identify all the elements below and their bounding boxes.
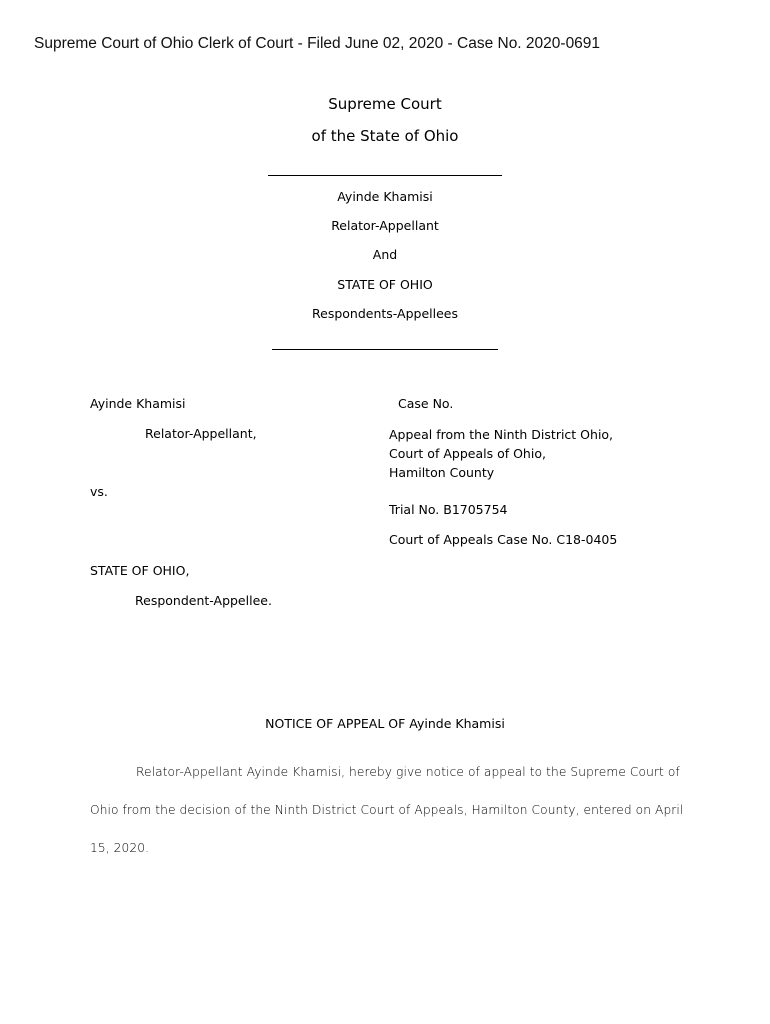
appeals-case-number: Court of Appeals Case No. C18-0405: [389, 532, 618, 547]
notice-body-line3: 15, 2020.: [90, 841, 150, 855]
heading-divider-bottom: [272, 349, 498, 350]
court-name-line1: Supreme Court: [328, 95, 442, 113]
party1-role: Relator-Appellant: [331, 218, 439, 233]
caption-appellee-name: STATE OF OHIO,: [90, 563, 190, 578]
appeal-from-line3: Hamilton County: [389, 465, 495, 480]
caption-appellant-name: Ayinde Khamisi: [90, 396, 186, 411]
heading-divider-top: [268, 175, 502, 176]
conjunction-and: And: [372, 247, 398, 262]
appeal-from-line2: Court of Appeals of Ohio,: [389, 446, 546, 461]
party2-role: Respondents-Appellees: [312, 306, 458, 321]
trial-number: Trial No. B1705754: [389, 502, 508, 517]
caption-appellant-role: Relator-Appellant,: [145, 426, 257, 441]
caption-appellee-role: Respondent-Appellee.: [135, 593, 272, 608]
party2-name: STATE OF OHIO: [337, 277, 433, 292]
party1-name: Ayinde Khamisi: [337, 189, 433, 204]
court-name-line2: of the State of Ohio: [311, 127, 459, 145]
filing-stamp: Supreme Court of Ohio Clerk of Court - Filed June 02, 2020 - Case No. 2020-0691: [34, 35, 601, 52]
caption-versus: vs.: [90, 484, 108, 499]
notice-title: NOTICE OF APPEAL OF Ayinde Khamisi: [265, 716, 505, 731]
notice-body-line2: Ohio from the decision of the Ninth District Court of Appeals, Hamilton County, entered on April: [90, 803, 684, 817]
case-no-label: Case No.: [398, 396, 454, 411]
notice-body-line1: Relator-Appellant Ayinde Khamisi, hereby give notice of appeal to the Supreme Court of: [136, 765, 680, 779]
appeal-from-line1: Appeal from the Ninth District Ohio,: [389, 427, 614, 442]
